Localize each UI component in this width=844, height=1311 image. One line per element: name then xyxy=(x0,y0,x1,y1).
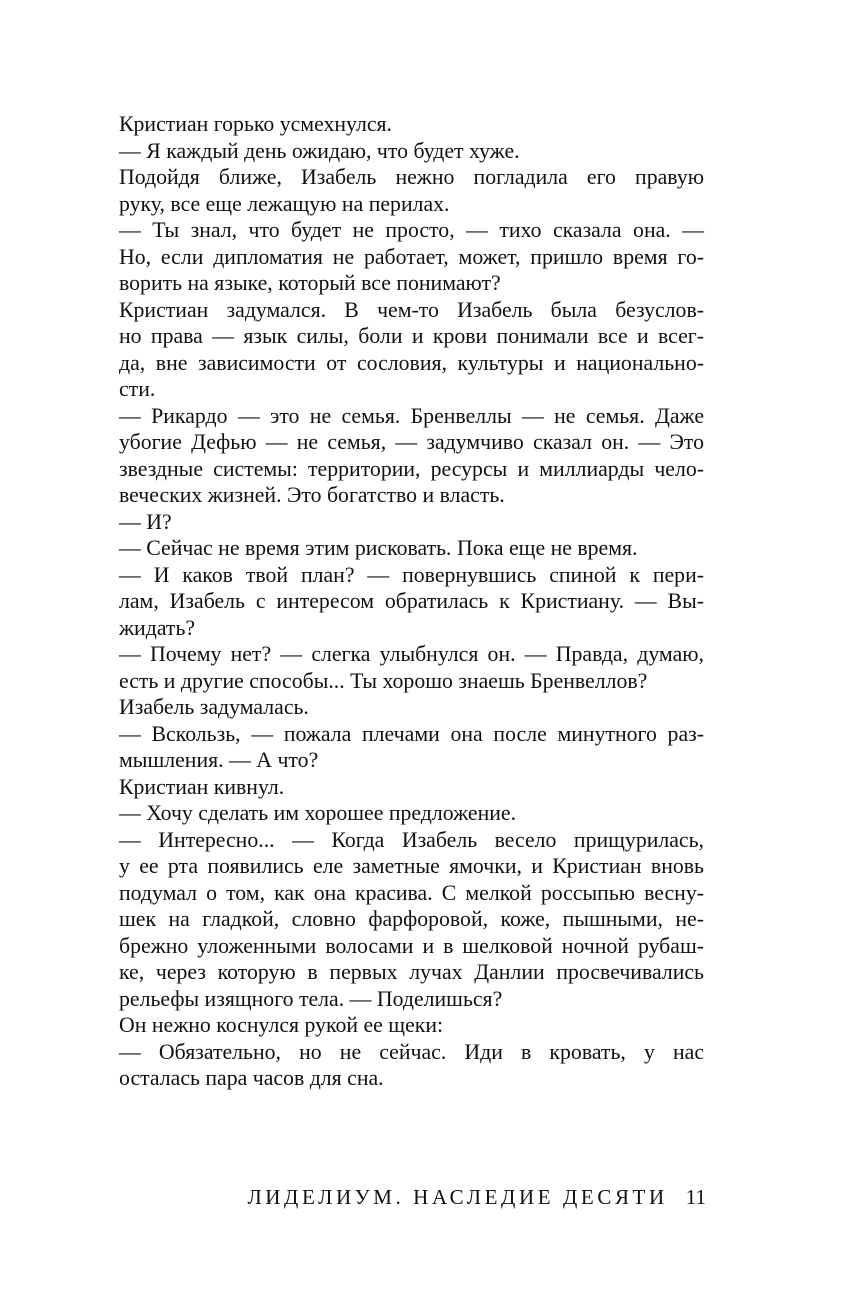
book-title: ЛИДЕЛИУМ. НАСЛЕДИЕ ДЕСЯТИ xyxy=(247,1185,668,1209)
text-line: Изабель задумалась. xyxy=(119,695,309,719)
text-line: сти. xyxy=(119,377,156,401)
text-line: у ее рта появились еле заметные ямочки, и Кристиан вновь xyxy=(119,854,704,878)
text-line: есть и другие способы... Ты хорошо знаешь Бренвеллов? xyxy=(119,668,648,693)
text-line: — Обязательно, но не сейчас. Иди в кровать, у нас xyxy=(119,1039,704,1064)
text-line: Кристиан задумался. В чем-то Изабель была безуслов- xyxy=(119,297,704,322)
text-line: но права — язык силы, боли и крови понимали все и всег- xyxy=(119,324,704,348)
text-line: лам, Изабель с интересом обратилась к Кристиану. — Вы- xyxy=(119,589,704,613)
text-line: убогие Дефью — не семья, — задумчиво сказал он. — Это xyxy=(119,430,704,454)
text-line: — Сейчас не время этим рисковать. Пока еще не время. xyxy=(119,536,638,560)
text-line: Но, если дипломатия не работает, может, пришло время го- xyxy=(119,244,704,269)
text-line: — Я каждый день ожидаю, что будет хуже. xyxy=(119,138,520,163)
text-line: — Ты знал, что будет не просто, — тихо сказала она. — xyxy=(119,218,704,242)
text-line: мышления. — А что? xyxy=(119,748,319,772)
text-line: Кристиан кивнул. xyxy=(119,774,285,799)
text-line: — Почему нет? — слегка улыбнулся он. — Правда, думаю, xyxy=(119,642,704,666)
text-line: Кристиан горько усмехнулся. xyxy=(119,112,393,136)
running-footer xyxy=(0,1182,706,1212)
text-line: брежно уложенными волосами и в шелковой ночной рубаш- xyxy=(119,933,704,958)
body-text xyxy=(119,111,704,1092)
text-line: Он нежно коснулся рукой ее щеки: xyxy=(119,1013,444,1037)
text-line: ке, через которую в первых лучах Данлии просвечивались xyxy=(119,960,704,984)
text-line: рельефы изящного тела. — Поделишься? xyxy=(119,986,503,1011)
text-line: Подойдя ближе, Изабель нежно погладила его правую xyxy=(119,165,704,189)
text-line: да, вне зависимости от сословия, культуры и национально- xyxy=(119,350,704,375)
text-line: звездные системы: территории, ресурсы и миллиарды чело- xyxy=(119,456,704,481)
text-line: — Рикардо — это не семья. Бренвеллы — не семья. Даже xyxy=(119,403,704,428)
text-line: руку, все еще лежащую на перилах. xyxy=(119,191,450,216)
text-line: подумал о том, как она красива. С мелкой россыпью весну- xyxy=(119,880,704,905)
text-line: осталась пара часов для сна. xyxy=(119,1066,384,1090)
text-line: — Интересно... — Когда Изабель весело прищурилась, xyxy=(119,827,704,852)
text-line: шек на гладкой, словно фарфоровой, коже, пышными, не- xyxy=(119,907,704,931)
text-line: веческих жизней. Это богатство и власть. xyxy=(119,483,505,507)
text-line: — И каков твой план? — повернувшись спиной к пери- xyxy=(119,562,704,587)
text-line: жидать? xyxy=(119,615,196,640)
page-number: 11 xyxy=(685,1185,706,1209)
text-line: — Вскользь, — пожала плечами она после минутного раз- xyxy=(119,721,704,746)
text-line: ворить на языке, который все понимают? xyxy=(119,271,501,295)
text-line: — И? xyxy=(119,509,172,534)
text-line: — Хочу сделать им хорошее предложение. xyxy=(119,801,517,825)
